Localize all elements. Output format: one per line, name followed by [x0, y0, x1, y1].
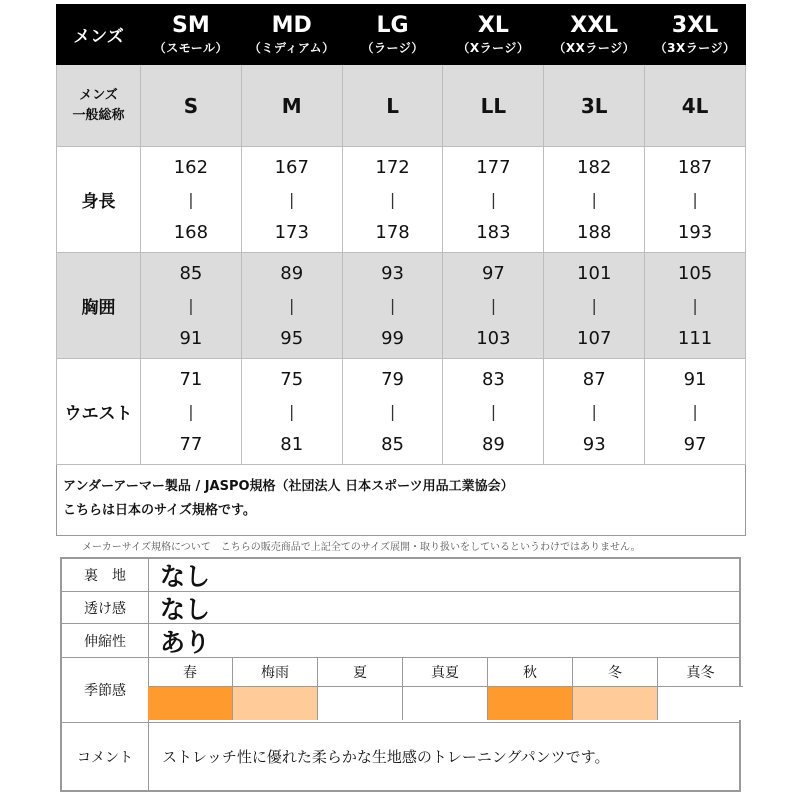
measurement-cell	[645, 359, 746, 465]
general-size-label-line2: 一般総称	[72, 107, 125, 123]
range-separator: |	[490, 296, 497, 315]
range-max: 91	[179, 327, 203, 349]
measurement-cell	[443, 147, 544, 253]
measurement-cell	[443, 359, 544, 465]
size-header-label: メンズ	[57, 5, 141, 65]
range-min: 172	[375, 156, 410, 178]
measurement-row	[57, 147, 746, 253]
attr-label-lining: 裏 地	[62, 559, 149, 591]
range-max: 99	[381, 327, 405, 349]
range-separator: |	[490, 402, 497, 421]
general-size-cell: S	[141, 65, 242, 147]
range-max: 103	[476, 327, 511, 349]
season-swatch	[318, 687, 403, 720]
measurement-cell	[342, 253, 443, 359]
range-separator: |	[591, 402, 597, 421]
range-min: 101	[577, 262, 612, 284]
range-separator: |	[289, 190, 295, 209]
attr-label-sheer: 透け感	[62, 592, 149, 623]
measurement-cell	[241, 253, 342, 359]
range-separator: |	[692, 402, 698, 421]
season-name: 梅雨	[233, 658, 318, 687]
range-separator: |	[692, 190, 698, 209]
size-header-cell	[241, 5, 342, 65]
range-min: 97	[481, 262, 505, 284]
range-max: 173	[274, 221, 309, 243]
size-code: XL	[477, 12, 509, 38]
range-min: 162	[173, 156, 209, 178]
range-min: 85	[179, 262, 203, 284]
range-max: 81	[280, 433, 304, 455]
range-max: 111	[677, 327, 713, 349]
season-swatch	[403, 687, 488, 720]
range-max: 85	[381, 433, 405, 455]
size-kana: （ラージ）	[361, 40, 424, 55]
range-min: 187	[677, 156, 713, 178]
attr-value-lining: なし	[160, 562, 211, 591]
general-size-cell: 3L	[544, 65, 645, 147]
measurement-cell	[544, 359, 645, 465]
general-size-cell: 4L	[645, 65, 746, 147]
range-separator: |	[490, 190, 497, 209]
attr-label-season: 季節感	[62, 658, 149, 722]
general-size-cell: L	[342, 65, 443, 147]
attr-row-comment	[62, 723, 739, 790]
measurement-label: 身長	[57, 147, 141, 253]
season-name: 冬	[573, 658, 658, 687]
measurement-cell	[645, 253, 746, 359]
range-separator: |	[692, 296, 698, 315]
range-min: 182	[577, 156, 612, 178]
range-min: 89	[280, 262, 304, 284]
product-attributes-table	[60, 557, 741, 792]
measurement-row	[57, 359, 746, 465]
range-separator: |	[389, 190, 396, 209]
season-name: 春	[148, 658, 233, 687]
measurement-cell	[342, 359, 443, 465]
general-size-cell: LL	[443, 65, 544, 147]
range-max: 107	[577, 327, 612, 349]
size-kana: （3Xラージ）	[654, 40, 736, 55]
season-swatch	[148, 687, 233, 720]
range-max: 93	[582, 433, 606, 455]
measurement-cell	[342, 147, 443, 253]
range-max: 95	[280, 327, 304, 349]
range-min: 87	[582, 368, 606, 390]
attr-value-sheer: なし	[160, 594, 211, 624]
range-separator: |	[188, 190, 194, 209]
size-code: XXL	[570, 12, 619, 38]
measurement-label: ウエスト	[57, 359, 141, 465]
measurement-label: 胸囲	[57, 253, 141, 359]
range-min: 91	[683, 368, 707, 390]
season-name: 真冬	[658, 658, 743, 687]
range-separator: |	[389, 402, 396, 421]
range-separator: |	[289, 296, 295, 315]
size-chart-table	[56, 4, 746, 465]
measurement-cell	[241, 359, 342, 465]
size-header-cell	[645, 5, 746, 65]
range-max: 183	[476, 221, 511, 243]
range-min: 167	[274, 156, 309, 178]
season-name: 真夏	[403, 658, 488, 687]
attr-row-stretch	[62, 624, 739, 658]
season-swatch	[573, 687, 658, 720]
measurement-cell	[141, 253, 242, 359]
attr-value-stretch: あり	[160, 627, 211, 657]
season-swatch	[233, 687, 318, 720]
range-separator: |	[188, 402, 194, 421]
range-min: 83	[481, 368, 505, 390]
range-max: 168	[173, 221, 209, 243]
size-header-cell	[342, 5, 443, 65]
range-separator: |	[389, 296, 396, 315]
size-kana: （XXラージ）	[553, 40, 636, 55]
general-size-label-line1: メンズ	[79, 87, 118, 103]
attr-label-comment: コメント	[62, 723, 149, 790]
range-min: 75	[280, 368, 304, 390]
season-name: 秋	[488, 658, 573, 687]
general-size-row	[57, 65, 746, 147]
size-kana: （ミディアム）	[248, 40, 335, 55]
general-size-label	[57, 65, 141, 147]
note-line-2: こちらは日本のサイズ規格です。	[63, 503, 256, 518]
measurement-cell	[141, 359, 242, 465]
attr-row-lining	[62, 559, 739, 592]
range-separator: |	[289, 402, 295, 421]
size-kana: （Xラージ）	[457, 40, 530, 55]
range-max: 188	[577, 221, 612, 243]
range-max: 89	[481, 433, 505, 455]
season-swatch	[488, 687, 573, 720]
measurement-cell	[645, 147, 746, 253]
size-header-cell	[443, 5, 544, 65]
size-header-row	[57, 5, 746, 65]
range-separator: |	[188, 296, 194, 315]
measurement-cell	[443, 253, 544, 359]
range-separator: |	[591, 296, 597, 315]
season-grid	[148, 658, 739, 722]
general-size-cell: M	[241, 65, 342, 147]
size-code: LG	[376, 12, 409, 38]
measurement-cell	[544, 147, 645, 253]
measurement-cell	[544, 253, 645, 359]
measurement-cell	[241, 147, 342, 253]
disclaimer-text: メーカーサイズ規格について こちらの販売商品で上記全てのサイズ展開・取り扱いをしているというわけではありません。	[82, 542, 641, 553]
attr-row-sheer	[62, 592, 739, 624]
range-max: 178	[375, 221, 410, 243]
range-min: 177	[476, 156, 511, 178]
size-kana: （スモール）	[153, 40, 229, 55]
range-max: 97	[683, 433, 707, 455]
size-code: 3XL	[671, 12, 719, 38]
attr-value-comment: ストレッチ性に優れた柔らかな生地感のトレーニングパンツです。	[162, 748, 610, 766]
range-min: 93	[381, 262, 405, 284]
season-swatch	[658, 687, 743, 720]
range-max: 77	[179, 433, 203, 455]
size-header-cell	[544, 5, 645, 65]
measurement-row	[57, 253, 746, 359]
size-code: MD	[271, 12, 312, 38]
range-min: 71	[179, 368, 203, 390]
measurement-cell	[141, 147, 242, 253]
season-name: 夏	[318, 658, 403, 687]
size-code: SM	[172, 12, 210, 38]
attr-label-stretch: 伸縮性	[62, 624, 149, 657]
range-separator: |	[591, 190, 597, 209]
note-line-1: アンダーアーマー製品 / JASPO規格（社団法人 日本スポーツ用品工業協会）	[63, 479, 514, 494]
range-min: 79	[381, 368, 405, 390]
range-min: 105	[677, 262, 713, 284]
size-header-cell	[141, 5, 242, 65]
size-standard-note	[56, 465, 746, 536]
attr-row-season	[62, 658, 739, 723]
range-max: 193	[677, 221, 713, 243]
